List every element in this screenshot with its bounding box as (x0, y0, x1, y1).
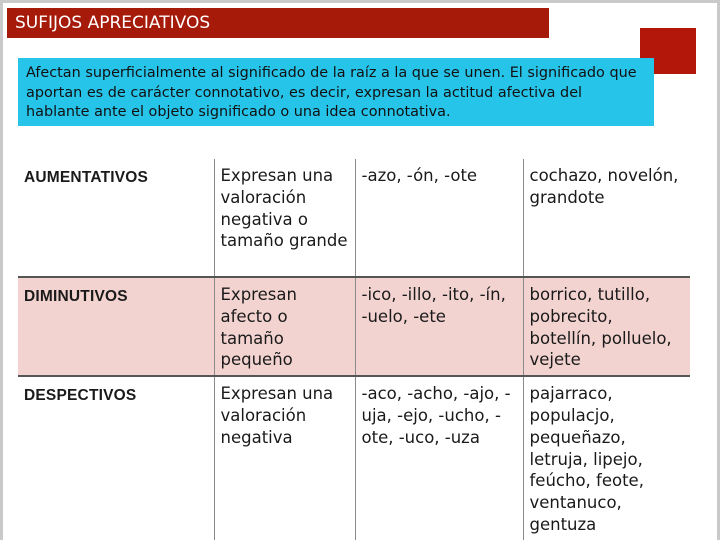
examples-cell: pajarraco, populacjo, pequeñazo, letruja, lipejo, feúcho, feote, ventanuco, gentuza (523, 376, 690, 540)
suffixes-cell: -ico, -illo, -ito, -ín, -uelo, -ete (355, 277, 523, 376)
category-cell: DESPECTIVOS (18, 376, 214, 540)
table-row-despectivos (18, 376, 690, 540)
meaning-cell: Expresan afecto o tamaño pequeño (214, 277, 355, 376)
meaning-cell: Expresan una valoración negativa o tamaño grande (214, 159, 355, 277)
definition-box: Afectan superficialmente al significado de la raíz a la que se unen. El significado que aportan es de carácter connotativo, es decir, expresan la actitud afectiva del hablante ante el objeto significado o una idea connotativa. (18, 58, 654, 126)
table-row-diminutivos (18, 277, 690, 376)
examples-cell: borrico, tutillo, pobrecito, botellín, polluelo, vejete (523, 277, 690, 376)
slide-frame-top (0, 0, 720, 3)
table-row-aumentativos (18, 159, 690, 277)
suffixes-cell: -aco, -acho, -ajo, -uja, -ejo, -ucho, -ote, -uco, -uza (355, 376, 523, 540)
category-cell: DIMINUTIVOS (18, 277, 214, 376)
meaning-cell: Expresan una valoración negativa (214, 376, 355, 540)
category-cell: AUMENTATIVOS (18, 159, 214, 277)
examples-cell: cochazo, novelón, grandote (523, 159, 690, 277)
suffix-table (18, 159, 690, 540)
slide-title: SUFIJOS APRECIATIVOS (7, 8, 549, 38)
suffixes-cell: -azo, -ón, -ote (355, 159, 523, 277)
slide-frame-left (0, 0, 3, 540)
